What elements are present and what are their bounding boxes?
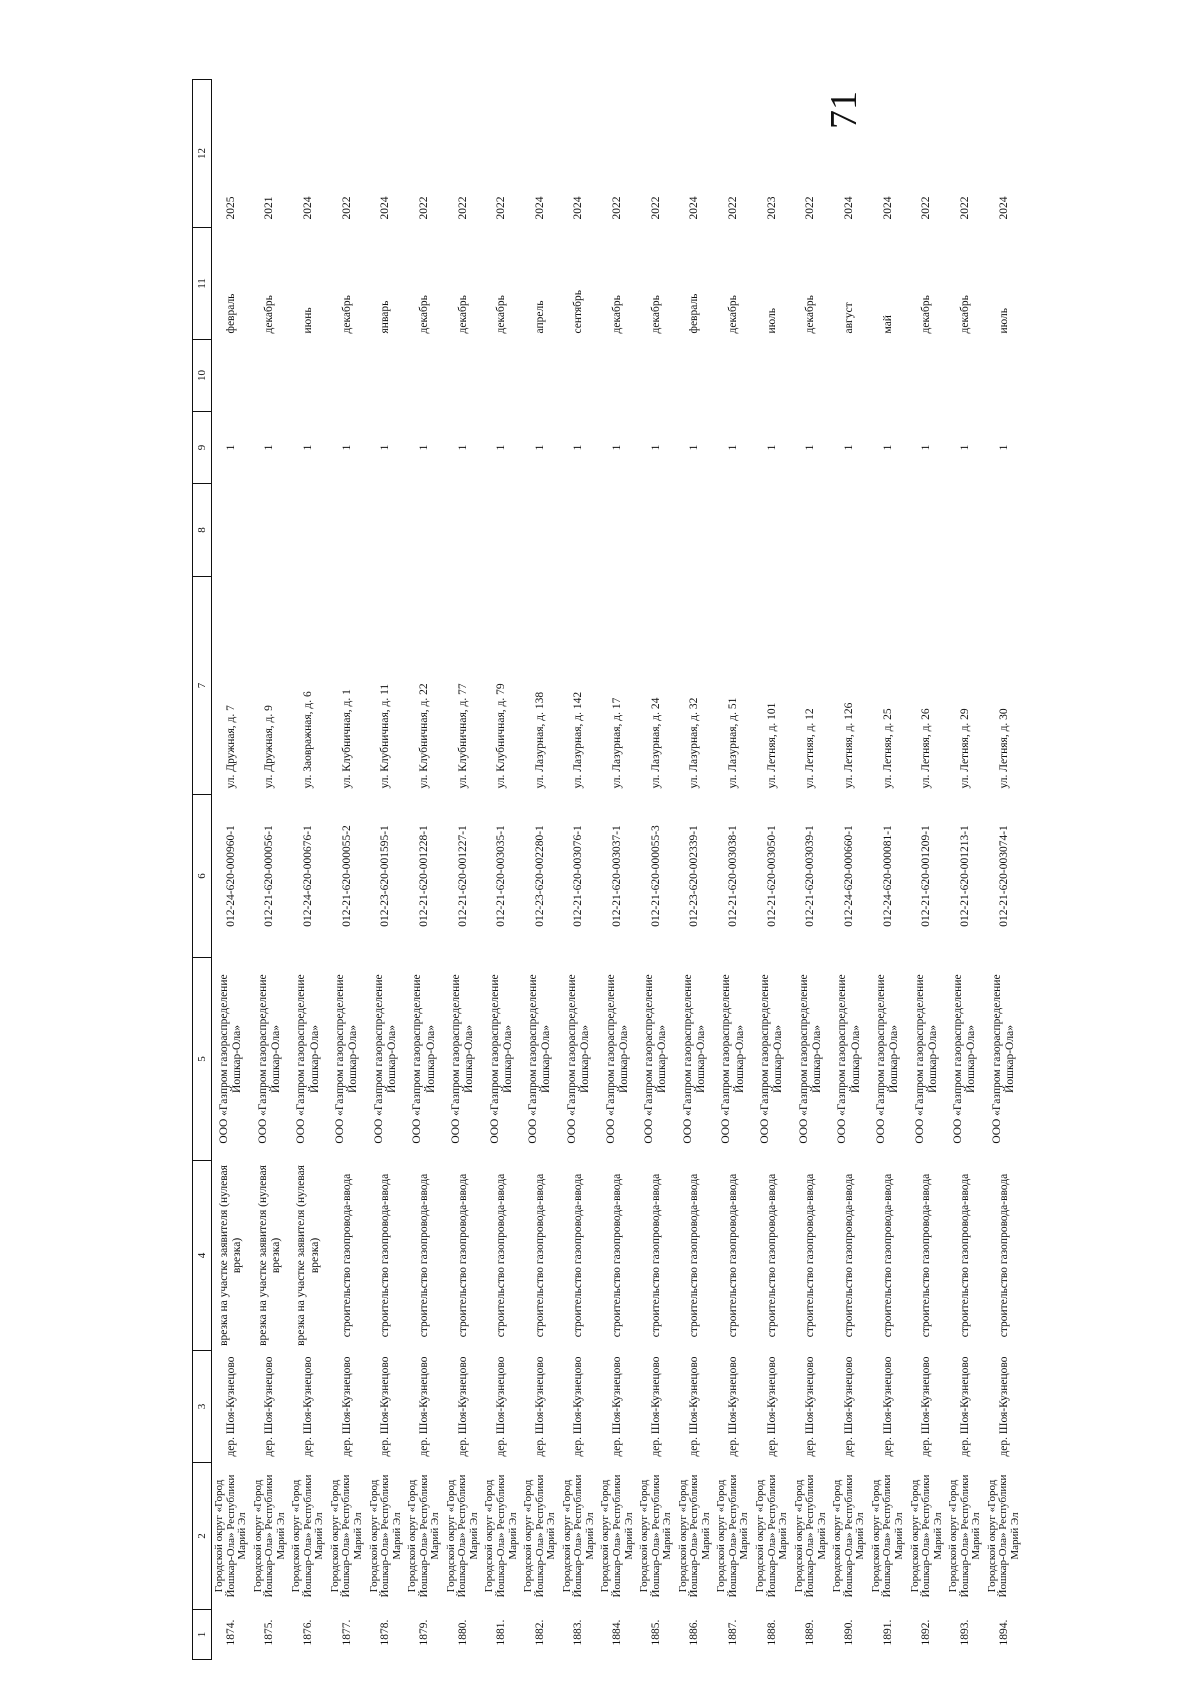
col-8-cell [908, 484, 947, 577]
organization-cell: ООО «Газпром газораспределение Йошкар-Ола» [643, 974, 669, 1144]
row-number-cell: 1886. [688, 1619, 701, 1646]
application-number-cell: 012-21-620-000055-3 [649, 825, 662, 927]
application-number-cell: 012-23-620-002339-1 [688, 825, 701, 927]
municipality-cell: Городской округ «Город Йошкар-Ола» Республики Марий Эл [792, 1474, 828, 1598]
work-type-cell: строительство газопровода-ввода [572, 1173, 585, 1338]
col-8-cell [598, 484, 637, 577]
organization-cell: ООО «Газпром газораспределение Йошкар-Ола» [681, 974, 707, 1144]
month-cell: июнь [301, 307, 314, 334]
month-cell: декабрь [456, 295, 469, 334]
municipality-cell: Городской округ «Город Йошкар-Ола» Республики Марий Эл [715, 1474, 751, 1598]
address-cell: ул. Лазурная, д. 17 [611, 697, 624, 789]
count-cell: 1 [379, 444, 392, 451]
year-cell: 2021 [263, 196, 276, 220]
col-10-cell [792, 340, 831, 412]
work-type-cell: строительство газопровода-ввода [881, 1173, 894, 1338]
header-row [193, 80, 212, 1660]
application-number-cell: 012-21-620-003035-1 [495, 825, 508, 927]
settlement-cell: дер. Шоя-Кузнецово [340, 1356, 353, 1457]
count-cell: 1 [417, 444, 430, 451]
table-row [869, 80, 908, 1660]
month-cell: январь [379, 300, 392, 334]
col-8-cell [212, 484, 251, 577]
organization-cell: ООО «Газпром газораспределение Йошкар-Ола» [334, 974, 360, 1144]
column-header-9: 9 [193, 412, 212, 484]
address-cell: ул. Клубничная, д. 22 [417, 683, 430, 789]
col-10-cell [908, 340, 947, 412]
col-10-cell [482, 340, 521, 412]
col-10-cell [637, 340, 676, 412]
application-number-cell: 012-21-620-001228-1 [417, 825, 430, 927]
address-cell: ул. Заовражная, д. 6 [301, 691, 314, 789]
column-header-7: 7 [193, 577, 212, 795]
municipality-cell: Городской округ «Город Йошкар-Ола» Республики Марий Эл [985, 1474, 1021, 1598]
month-cell: февраль [224, 293, 237, 334]
address-cell: ул. Летняя, д. 30 [997, 708, 1010, 789]
row-number-cell: 1885. [649, 1619, 662, 1646]
col-10-cell [521, 340, 560, 412]
col-10-cell [328, 340, 367, 412]
year-cell: 2022 [456, 196, 469, 220]
column-header-5: 5 [193, 958, 212, 1161]
organization-cell: ООО «Газпром газораспределение Йошкар-Ола» [565, 974, 592, 1144]
column-header-3: 3 [193, 1351, 212, 1463]
settlement-cell: дер. Шоя-Кузнецово [533, 1356, 546, 1457]
application-number-cell: 012-24-620-000676-1 [301, 825, 314, 927]
table-row [444, 80, 483, 1660]
address-cell: ул. Лазурная, д. 24 [649, 697, 662, 789]
col-8-cell [560, 484, 599, 577]
address-cell: ул. Летняя, д. 29 [958, 708, 971, 789]
application-number-cell: 012-21-620-003074-1 [997, 825, 1010, 927]
month-cell: август [842, 302, 855, 334]
year-cell: 2022 [920, 196, 933, 220]
municipality-cell: Городской округ «Город Йошкар-Ола» Республики Марий Эл [869, 1474, 905, 1598]
count-cell: 1 [881, 444, 894, 451]
col-10-cell [212, 340, 251, 412]
row-number-cell: 1874. [224, 1619, 237, 1646]
col-10-cell [869, 340, 908, 412]
row-number-cell: 1891. [881, 1619, 894, 1646]
work-type-cell: строительство газопровода-ввода [649, 1173, 662, 1338]
count-cell: 1 [301, 444, 314, 451]
count-cell: 1 [842, 444, 855, 451]
year-cell: 2025 [224, 196, 237, 220]
application-number-cell: 012-24-620-000660-1 [842, 825, 855, 927]
organization-cell: ООО «Газпром газораспределение Йошкар-Ола» [913, 974, 939, 1144]
col-10-cell [753, 340, 792, 412]
row-number-cell: 1888. [765, 1619, 778, 1646]
table-row [598, 80, 637, 1660]
month-cell: декабрь [920, 295, 933, 334]
municipality-cell: Городской округ «Город Йошкар-Ола» Республики Марий Эл [213, 1474, 249, 1598]
month-cell: декабрь [263, 295, 276, 334]
row-number-cell: 1878. [379, 1619, 392, 1646]
organization-cell: ООО «Газпром газораспределение Йошкар-Ола» [874, 974, 901, 1144]
address-cell: ул. Клубничная, д. 11 [379, 683, 392, 789]
col-8-cell [521, 484, 560, 577]
year-cell: 2024 [379, 196, 392, 220]
address-cell: ул. Летняя, д. 25 [881, 708, 894, 789]
count-cell: 1 [263, 444, 276, 451]
year-cell: 2022 [417, 196, 430, 220]
col-10-cell [830, 340, 869, 412]
table-row [251, 80, 290, 1660]
settlement-cell: дер. Шоя-Кузнецово [958, 1356, 971, 1457]
table-row [946, 80, 985, 1660]
col-8-cell [869, 484, 908, 577]
work-type-cell: строительство газопровода-ввода [456, 1173, 469, 1338]
year-cell: 2022 [611, 196, 624, 220]
application-number-cell: 012-21-620-001209-1 [920, 825, 933, 927]
settlement-cell: дер. Шоя-Кузнецово [301, 1356, 314, 1457]
column-header-6: 6 [193, 795, 212, 958]
organization-cell: ООО «Газпром газораспределение Йошкар-Ола» [256, 974, 282, 1144]
address-cell: ул. Лазурная, д. 32 [688, 697, 701, 789]
municipality-cell: Городской округ «Город Йошкар-Ола» Республики Марий Эл [483, 1474, 519, 1598]
column-header-2: 2 [193, 1463, 212, 1610]
table-row [521, 80, 560, 1660]
col-10-cell [289, 340, 328, 412]
organization-cell: ООО «Газпром газораспределение Йошкар-Ола» [720, 974, 746, 1144]
column-header-10: 10 [193, 340, 212, 412]
settlement-cell: дер. Шоя-Кузнецово [727, 1356, 740, 1457]
month-cell: июль [765, 308, 778, 334]
application-number-cell: 012-21-620-003076-1 [572, 825, 585, 927]
count-cell: 1 [958, 444, 971, 451]
organization-cell: ООО «Газпром газораспределение Йошкар-Ола» [990, 974, 1017, 1144]
year-cell: 2024 [533, 196, 546, 220]
month-cell: февраль [688, 293, 701, 334]
work-type-cell: строительство газопровода-ввода [727, 1173, 740, 1338]
count-cell: 1 [533, 444, 546, 451]
work-type-cell: врезка на участке заявителя (нулевая врезка) [218, 1165, 244, 1346]
col-10-cell [251, 340, 290, 412]
table-row [792, 80, 831, 1660]
col-8-cell [328, 484, 367, 577]
rotated-table-container [192, 80, 1021, 1660]
table-row [908, 80, 947, 1660]
application-number-cell: 012-24-620-000081-1 [881, 825, 894, 927]
col-8-cell [405, 484, 444, 577]
row-number-cell: 1877. [340, 1619, 353, 1646]
settlement-cell: дер. Шоя-Кузнецово [881, 1356, 894, 1457]
organization-cell: ООО «Газпром газораспределение Йошкар-Ола» [759, 974, 785, 1144]
table-row [405, 80, 444, 1660]
work-type-cell: строительство газопровода-ввода [611, 1173, 624, 1338]
address-cell: ул. Лазурная, д. 51 [727, 697, 740, 789]
settlement-cell: дер. Шоя-Кузнецово [572, 1356, 585, 1457]
application-number-cell: 012-21-620-003050-1 [765, 825, 778, 927]
settlement-cell: дер. Шоя-Кузнецово [417, 1356, 430, 1457]
table-body [212, 80, 1024, 1660]
year-cell: 2022 [804, 196, 817, 220]
address-cell: ул. Летняя, д. 26 [920, 708, 933, 789]
col-8-cell [830, 484, 869, 577]
year-cell: 2024 [301, 196, 314, 220]
organization-cell: ООО «Газпром газораспределение Йошкар-Ола» [372, 974, 398, 1144]
table-row [212, 80, 251, 1660]
year-cell: 2022 [340, 196, 353, 220]
table-row [714, 80, 753, 1660]
municipality-cell: Городской округ «Город Йошкар-Ола» Республики Марий Эл [676, 1474, 712, 1598]
work-type-cell: строительство газопровода-ввода [340, 1173, 353, 1338]
table-row [830, 80, 869, 1660]
count-cell: 1 [495, 444, 508, 451]
settlement-cell: дер. Шоя-Кузнецово [649, 1356, 662, 1457]
municipality-cell: Городской округ «Город Йошкар-Ола» Республики Марий Эл [831, 1474, 867, 1598]
address-cell: ул. Клубничная, д. 77 [456, 683, 469, 789]
row-number-cell: 1889. [804, 1619, 817, 1646]
municipality-cell: Городской округ «Город Йошкар-Ола» Республики Марий Эл [908, 1474, 944, 1598]
settlement-cell: дер. Шоя-Кузнецово [804, 1356, 817, 1457]
column-header-1: 1 [193, 1610, 212, 1660]
col-10-cell [367, 340, 406, 412]
col-8-cell [444, 484, 483, 577]
settlement-cell: дер. Шоя-Кузнецово [379, 1356, 392, 1457]
col-8-cell [251, 484, 290, 577]
settlement-cell: дер. Шоя-Кузнецово [997, 1356, 1010, 1457]
year-cell: 2023 [765, 196, 778, 220]
work-type-cell: строительство газопровода-ввода [533, 1173, 546, 1338]
municipality-cell: Городской округ «Город Йошкар-Ола» Республики Марий Эл [638, 1474, 674, 1598]
col-10-cell [560, 340, 599, 412]
count-cell: 1 [572, 444, 585, 451]
col-8-cell [985, 484, 1024, 577]
address-cell: ул. Летняя, д. 126 [842, 702, 855, 789]
address-cell: ул. Дружная, д. 7 [224, 705, 237, 789]
row-number-cell: 1875. [263, 1619, 276, 1646]
row-number-cell: 1879. [417, 1619, 430, 1646]
row-number-cell: 1884. [611, 1619, 624, 1646]
table-row [985, 80, 1024, 1660]
col-10-cell [676, 340, 715, 412]
application-number-cell: 012-21-620-000055-2 [340, 825, 353, 927]
row-number-cell: 1890. [842, 1619, 855, 1646]
application-number-cell: 012-21-620-003039-1 [804, 825, 817, 927]
col-8-cell [714, 484, 753, 577]
col-8-cell [792, 484, 831, 577]
settlement-cell: дер. Шоя-Кузнецово [920, 1356, 933, 1457]
column-header-11: 11 [193, 228, 212, 340]
year-cell: 2022 [495, 196, 508, 220]
settlement-cell: дер. Шоя-Кузнецово [688, 1356, 701, 1457]
work-type-cell: строительство газопровода-ввода [920, 1173, 933, 1338]
col-8-cell [482, 484, 521, 577]
col-10-cell [598, 340, 637, 412]
work-type-cell: строительство газопровода-ввода [495, 1173, 508, 1338]
settlement-cell: дер. Шоя-Кузнецово [765, 1356, 778, 1457]
table-row [328, 80, 367, 1660]
work-type-cell: строительство газопровода-ввода [688, 1173, 701, 1338]
row-number-cell: 1893. [958, 1619, 971, 1646]
work-type-cell: строительство газопровода-ввода [842, 1173, 855, 1338]
address-cell: ул. Лазурная, д. 138 [533, 691, 546, 789]
count-cell: 1 [688, 444, 701, 451]
month-cell: декабрь [611, 295, 624, 334]
year-cell: 2024 [688, 196, 701, 220]
gasification-table [192, 79, 1023, 1660]
address-cell: ул. Летняя, д. 101 [765, 702, 778, 789]
settlement-cell: дер. Шоя-Кузнецово [495, 1356, 508, 1457]
year-cell: 2022 [727, 196, 740, 220]
month-cell: июль [997, 308, 1010, 334]
col-8-cell [637, 484, 676, 577]
col-8-cell [946, 484, 985, 577]
application-number-cell: 012-21-620-001213-1 [958, 825, 971, 927]
address-cell: ул. Клубничная, д. 79 [495, 683, 508, 789]
settlement-cell: дер. Шоя-Кузнецово [842, 1356, 855, 1457]
count-cell: 1 [456, 444, 469, 451]
table-row [753, 80, 792, 1660]
row-number-cell: 1883. [572, 1619, 585, 1646]
organization-cell: ООО «Газпром газораспределение Йошкар-Ола» [604, 974, 630, 1144]
count-cell: 1 [340, 444, 353, 451]
organization-cell: ООО «Газпром газораспределение Йошкар-Ола» [411, 974, 437, 1144]
organization-cell: ООО «Газпром газораспределение Йошкар-Ола» [836, 974, 862, 1144]
address-cell: ул. Дружная, д. 9 [263, 705, 276, 789]
row-number-cell: 1880. [456, 1619, 469, 1646]
application-number-cell: 012-21-620-003037-1 [611, 825, 624, 927]
col-10-cell [946, 340, 985, 412]
year-cell: 2024 [572, 196, 585, 220]
month-cell: декабрь [417, 295, 430, 334]
municipality-cell: Городской округ «Город Йошкар-Ола» Республики Марий Эл [251, 1474, 287, 1598]
organization-cell: ООО «Газпром газораспределение Йошкар-Ола» [295, 974, 321, 1144]
col-10-cell [985, 340, 1024, 412]
month-cell: декабрь [340, 295, 353, 334]
municipality-cell: Городской округ «Город Йошкар-Ола» Республики Марий Эл [599, 1474, 635, 1598]
application-number-cell: 012-21-620-001227-1 [456, 825, 469, 927]
month-cell: май [881, 315, 894, 334]
month-cell: декабрь [958, 295, 971, 334]
settlement-cell: дер. Шоя-Кузнецово [611, 1356, 624, 1457]
table-row [482, 80, 521, 1660]
table-row [676, 80, 715, 1660]
settlement-cell: дер. Шоя-Кузнецово [224, 1356, 237, 1457]
page-number: 71 [823, 91, 865, 129]
work-type-cell: врезка на участке заявителя (нулевая врезка) [295, 1165, 321, 1346]
year-cell: 2024 [842, 196, 855, 220]
municipality-cell: Городской округ «Город Йошкар-Ола» Республики Марий Эл [522, 1474, 558, 1598]
row-number-cell: 1894. [997, 1619, 1010, 1646]
col-8-cell [367, 484, 406, 577]
organization-cell: ООО «Газпром газораспределение Йошкар-Ола» [218, 974, 244, 1144]
count-cell: 1 [997, 444, 1010, 451]
col-10-cell [444, 340, 483, 412]
organization-cell: ООО «Газпром газораспределение Йошкар-Ола» [952, 974, 978, 1144]
application-number-cell: 012-24-620-000960-1 [224, 825, 237, 927]
month-cell: декабрь [649, 295, 662, 334]
municipality-cell: Городской округ «Город Йошкар-Ола» Республики Марий Эл [753, 1474, 790, 1598]
column-header-4: 4 [193, 1161, 212, 1351]
row-number-cell: 1882. [533, 1619, 546, 1646]
col-8-cell [676, 484, 715, 577]
municipality-cell: Городской округ «Город Йошкар-Ола» Республики Марий Эл [947, 1474, 983, 1598]
municipality-cell: Городской округ «Город Йошкар-Ола» Республики Марий Эл [328, 1474, 365, 1598]
organization-cell: ООО «Газпром газораспределение Йошкар-Ола» [449, 974, 476, 1144]
address-cell: ул. Клубничная, д. 1 [340, 689, 353, 789]
year-cell: 2022 [649, 196, 662, 220]
work-type-cell: строительство газопровода-ввода [379, 1173, 392, 1338]
address-cell: ул. Лазурная, д. 142 [572, 691, 585, 789]
column-header-8: 8 [193, 484, 212, 577]
work-type-cell: врезка на участке заявителя (нулевая врезка) [256, 1165, 282, 1346]
count-cell: 1 [920, 444, 933, 451]
col-10-cell [405, 340, 444, 412]
municipality-cell: Городской округ «Город Йошкар-Ола» Республики Марий Эл [444, 1474, 480, 1598]
municipality-cell: Городской округ «Город Йошкар-Ола» Республики Марий Эл [560, 1474, 596, 1598]
application-number-cell: 012-23-620-001595-1 [379, 825, 392, 927]
organization-cell: ООО «Газпром газораспределение Йошкар-Ола» [527, 974, 553, 1144]
organization-cell: ООО «Газпром газораспределение Йошкар-Ола» [488, 974, 514, 1144]
work-type-cell: строительство газопровода-ввода [765, 1173, 778, 1338]
year-cell: 2024 [881, 196, 894, 220]
settlement-cell: дер. Шоя-Кузнецово [456, 1356, 469, 1457]
column-header-12: 12 [193, 80, 212, 228]
month-cell: декабрь [804, 295, 817, 334]
year-cell: 2022 [958, 196, 971, 220]
organization-cell: ООО «Газпром газораспределение Йошкар-Ола» [797, 974, 823, 1144]
work-type-cell: строительство газопровода-ввода [997, 1173, 1010, 1338]
month-cell: апрель [533, 300, 546, 334]
count-cell: 1 [224, 444, 237, 451]
application-number-cell: 012-23-620-002280-1 [533, 825, 546, 927]
application-number-cell: 012-21-620-000056-1 [263, 825, 276, 927]
table-row [560, 80, 599, 1660]
count-cell: 1 [727, 444, 740, 451]
table-row [289, 80, 328, 1660]
month-cell: сентябрь [572, 289, 585, 334]
month-cell: декабрь [495, 295, 508, 334]
count-cell: 1 [765, 444, 778, 451]
count-cell: 1 [611, 444, 624, 451]
work-type-cell: строительство газопровода-ввода [958, 1173, 971, 1338]
col-10-cell [714, 340, 753, 412]
municipality-cell: Городской округ «Город Йошкар-Ола» Республики Марий Эл [290, 1474, 326, 1598]
municipality-cell: Городской округ «Город Йошкар-Ола» Республики Марий Эл [406, 1474, 442, 1598]
work-type-cell: строительство газопровода-ввода [417, 1173, 430, 1338]
col-8-cell [753, 484, 792, 577]
row-number-cell: 1887. [727, 1619, 740, 1646]
year-cell: 2024 [997, 196, 1010, 220]
count-cell: 1 [649, 444, 662, 451]
count-cell: 1 [804, 444, 817, 451]
table-row [367, 80, 406, 1660]
col-8-cell [289, 484, 328, 577]
row-number-cell: 1876. [301, 1619, 314, 1646]
address-cell: ул. Летняя, д. 12 [804, 708, 817, 789]
application-number-cell: 012-21-620-003038-1 [727, 825, 740, 927]
row-number-cell: 1892. [920, 1619, 933, 1646]
month-cell: декабрь [727, 295, 740, 334]
table-row [637, 80, 676, 1660]
row-number-cell: 1881. [495, 1619, 508, 1646]
settlement-cell: дер. Шоя-Кузнецово [263, 1356, 276, 1457]
municipality-cell: Городской округ «Город Йошкар-Ола» Республики Марий Эл [367, 1474, 403, 1598]
work-type-cell: строительство газопровода-ввода [804, 1173, 817, 1338]
